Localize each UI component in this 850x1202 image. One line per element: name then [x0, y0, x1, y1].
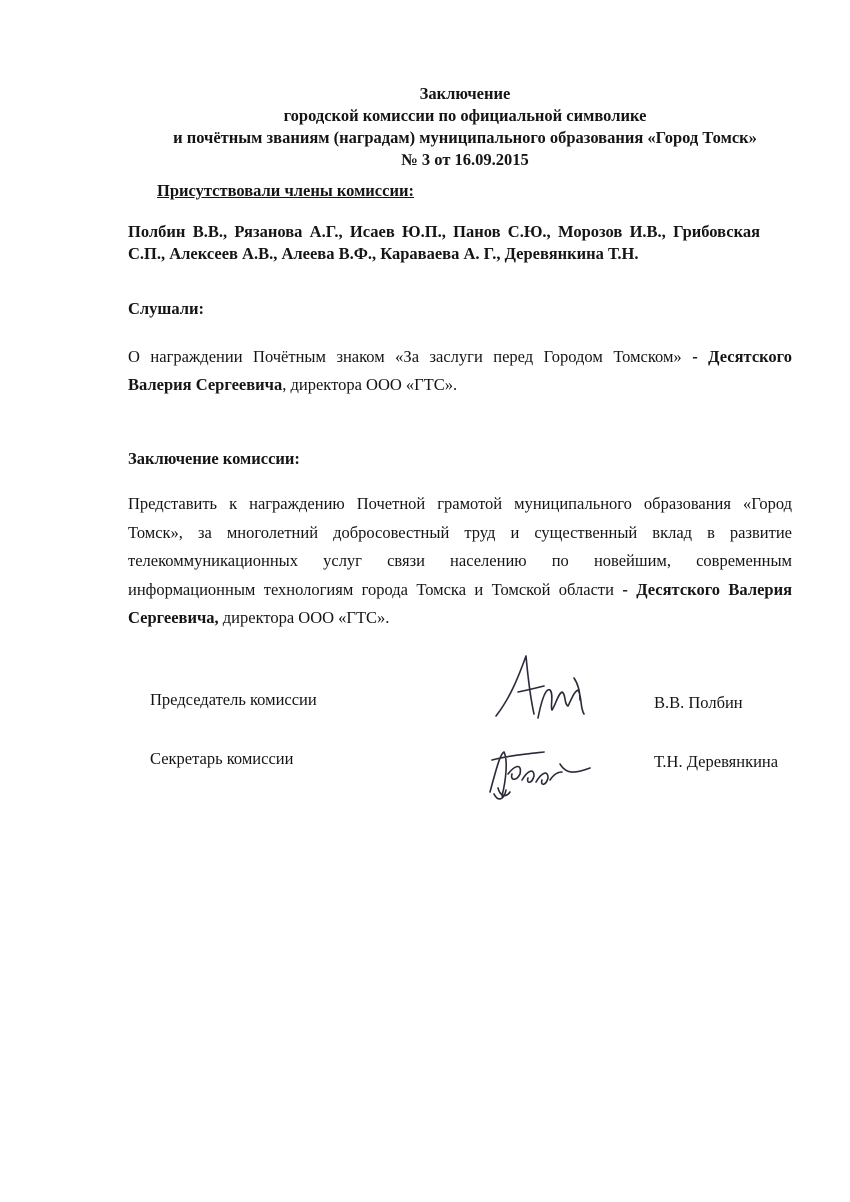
conclusion-label: Заключение комиссии: [128, 449, 300, 468]
document-header [120, 83, 810, 171]
document-number-date: № 3 от 16.09.2015 [401, 150, 529, 169]
secretary-role: Секретарь комиссии [150, 749, 294, 768]
heard-text-plain: О награждении Почётным знаком «За заслуги перед Городом Томском» [128, 347, 682, 366]
present-members-label: Присутствовали члены комиссии: [157, 181, 414, 200]
heard-text-nominee: - Десятского Валерия Сергеевича [128, 347, 793, 394]
chairman-signature [488, 648, 598, 726]
commission-scope: и почётным званиям (наградам) муниципального образования «Город Томск» [173, 128, 757, 147]
heard-label: Слушали: [128, 299, 205, 318]
document-title: Заключение [419, 84, 511, 103]
secretary-signature [486, 730, 606, 810]
chairman-role: Председатель комиссии [150, 690, 317, 709]
commission-name: городской комиссии по официальной символике [283, 106, 647, 125]
conclusion-text-plain: Представить к награждению Почетной грамотой муниципального образования «Город Томск», за многолетний добросовестный труд и существенный вклад в развитие телекоммуникационных услуг связи населению по новейшим, современным информационным технологиям города Томска и Томской области [128, 494, 792, 599]
chairman-name: В.В. Полбин [654, 693, 743, 712]
conclusion-text-nominee: - Десятского Валерия Сергеевича, [128, 579, 793, 627]
heard-text [128, 343, 792, 399]
secretary-name: Т.Н. Деревянкина [654, 752, 779, 771]
conclusion-text [128, 490, 792, 633]
heard-text-tail: , директора ООО «ГТС». [282, 375, 458, 394]
present-members-list: Полбин В.В., Рязанова А.Г., Исаев Ю.П., Панов С.Ю., Морозов И.В., Грибовская С.П., Алексеев А.В., Алеева В.Ф., Караваева А. Г., Деревянкина Т.Н. [128, 222, 760, 263]
conclusion-text-tail: директора ООО «ГТС». [218, 608, 390, 627]
